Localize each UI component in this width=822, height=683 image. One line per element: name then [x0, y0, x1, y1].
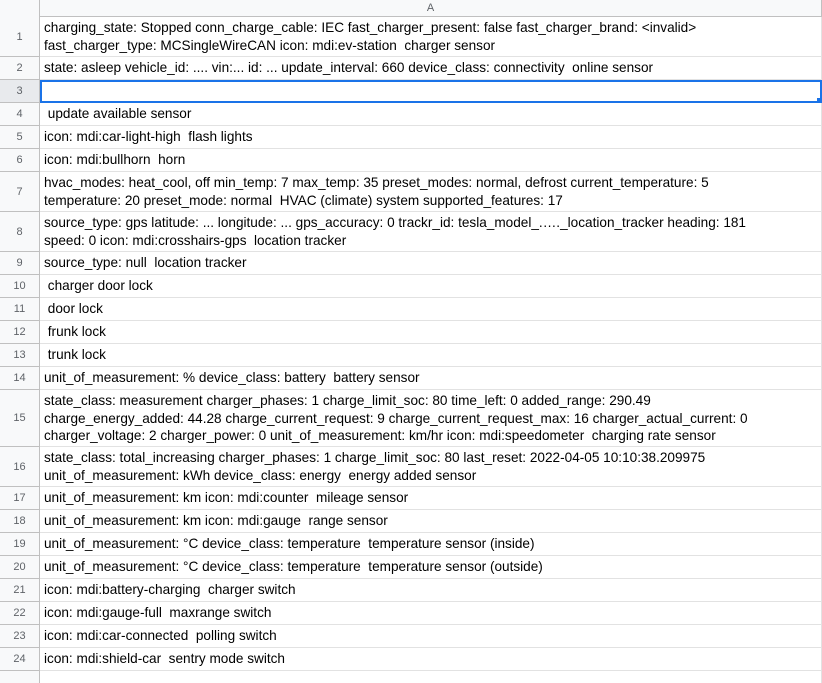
cell-a1[interactable]: charging_state: Stopped conn_charge_cable: IEC fast_charger_present: false fast_charger_brand: <invalid> fast_charger_type: MCSingleWireCAN icon: mdi:ev-station charger sensor [40, 17, 822, 57]
cell-a16[interactable]: state_class: total_increasing charger_phases: 1 charge_limit_soc: 80 last_reset: 2022-04-05 10:10:38.209975 unit_of_measurement: kWh device_class: energy energy added sensor [40, 447, 822, 487]
table-row [0, 126, 822, 149]
row-number[interactable]: 4 [0, 103, 40, 126]
table-row [0, 275, 822, 298]
row-number[interactable]: 21 [0, 579, 40, 602]
cell-a14[interactable]: unit_of_measurement: % device_class: battery battery sensor [40, 367, 822, 390]
table-row [0, 487, 822, 510]
row-number[interactable]: 19 [0, 533, 40, 556]
column-header-row [0, 0, 822, 17]
cell-a19[interactable]: unit_of_measurement: °C device_class: temperature temperature sensor (inside) [40, 533, 822, 556]
table-row [0, 298, 822, 321]
cell-a6[interactable]: icon: mdi:bullhorn horn [40, 149, 822, 172]
row-number[interactable]: 6 [0, 149, 40, 172]
cell-a20[interactable]: unit_of_measurement: °C device_class: temperature temperature sensor (outside) [40, 556, 822, 579]
table-row [0, 172, 822, 212]
cell-a9[interactable]: source_type: null location tracker [40, 252, 822, 275]
row-number[interactable]: 3 [0, 80, 40, 103]
select-all-corner[interactable] [0, 0, 40, 17]
table-row [0, 602, 822, 625]
row-number-empty[interactable] [0, 671, 40, 683]
row-number[interactable]: 11 [0, 298, 40, 321]
row-number[interactable]: 14 [0, 367, 40, 390]
table-row [0, 252, 822, 275]
cell-a8[interactable]: source_type: gps latitude: ... longitude: ... gps_accuracy: 0 trackr_id: tesla_model_.…._location_tracker heading: 181 speed: 0 icon: mdi:crosshairs-gps location tracker [40, 212, 822, 252]
row-number[interactable]: 15 [0, 390, 40, 447]
row-number[interactable]: 20 [0, 556, 40, 579]
table-row [0, 390, 822, 447]
table-row [0, 212, 822, 252]
table-row [0, 367, 822, 390]
cell-empty[interactable] [40, 671, 822, 683]
table-row [0, 648, 822, 671]
cell-a2[interactable]: state: asleep vehicle_id: .... vin:... id: ... update_interval: 660 device_class: connectivity online sensor [40, 57, 822, 80]
cell-a11[interactable]: door lock [40, 298, 822, 321]
row-number[interactable]: 16 [0, 447, 40, 487]
table-row-selected [0, 80, 822, 103]
table-row-empty [0, 671, 822, 683]
column-header-a[interactable]: A [40, 0, 822, 17]
table-row [0, 556, 822, 579]
table-row [0, 579, 822, 602]
cell-a4[interactable]: update available sensor [40, 103, 822, 126]
row-number[interactable]: 22 [0, 602, 40, 625]
row-number[interactable]: 24 [0, 648, 40, 671]
table-row [0, 321, 822, 344]
table-row [0, 344, 822, 367]
table-row [0, 533, 822, 556]
row-number[interactable]: 9 [0, 252, 40, 275]
table-row [0, 57, 822, 80]
cell-a5[interactable]: icon: mdi:car-light-high flash lights [40, 126, 822, 149]
row-number[interactable]: 1 [0, 17, 40, 57]
cell-a17[interactable]: unit_of_measurement: km icon: mdi:counter mileage sensor [40, 487, 822, 510]
row-number[interactable]: 12 [0, 321, 40, 344]
table-row [0, 625, 822, 648]
row-number[interactable]: 2 [0, 57, 40, 80]
cell-a24[interactable]: icon: mdi:shield-car sentry mode switch [40, 648, 822, 671]
cell-a12[interactable]: frunk lock [40, 321, 822, 344]
rows-container [0, 17, 822, 683]
row-number[interactable]: 7 [0, 172, 40, 212]
cell-a21[interactable]: icon: mdi:battery-charging charger switch [40, 579, 822, 602]
cell-a18[interactable]: unit_of_measurement: km icon: mdi:gauge range sensor [40, 510, 822, 533]
table-row [0, 149, 822, 172]
row-number[interactable]: 18 [0, 510, 40, 533]
cell-a23[interactable]: icon: mdi:car-connected polling switch [40, 625, 822, 648]
cell-a13[interactable]: trunk lock [40, 344, 822, 367]
cell-a22[interactable]: icon: mdi:gauge-full maxrange switch [40, 602, 822, 625]
table-row [0, 510, 822, 533]
cell-a7[interactable]: hvac_modes: heat_cool, off min_temp: 7 max_temp: 35 preset_modes: normal, defrost current_temperature: 5 temperature: 20 preset_mode: normal HVAC (climate) system supported_features: 17 [40, 172, 822, 212]
row-number[interactable]: 13 [0, 344, 40, 367]
row-number[interactable]: 8 [0, 212, 40, 252]
cell-a10[interactable]: charger door lock [40, 275, 822, 298]
row-number[interactable]: 23 [0, 625, 40, 648]
table-row [0, 17, 822, 57]
cell-a3-selected[interactable] [40, 80, 822, 103]
row-number[interactable]: 5 [0, 126, 40, 149]
table-row [0, 447, 822, 487]
row-number[interactable]: 10 [0, 275, 40, 298]
cell-a15[interactable]: state_class: measurement charger_phases: 1 charge_limit_soc: 80 time_left: 0 added_range: 290.49 charge_energy_added: 44.28 charge_current_request: 9 charge_current_request_max: 16 charger_actual_current: 0 charger_voltage: 2 charger_power: 0 unit_of_measurement: km/hr icon: mdi:speedometer charging rate sensor [40, 390, 822, 447]
table-row [0, 103, 822, 126]
row-number[interactable]: 17 [0, 487, 40, 510]
